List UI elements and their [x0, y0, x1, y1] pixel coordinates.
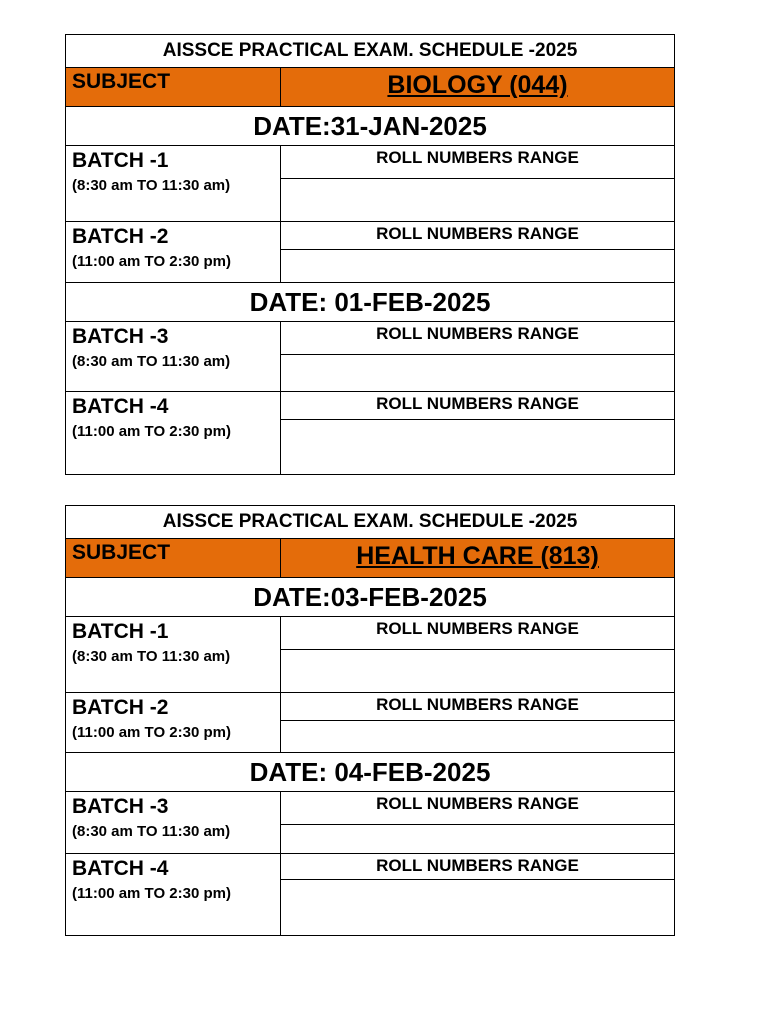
batch-row [66, 693, 674, 753]
roll-numbers-cell [281, 179, 674, 221]
subject-label: SUBJECT [66, 539, 281, 577]
date-heading: DATE:31-JAN-2025 [66, 107, 674, 146]
roll-numbers-cell [281, 250, 674, 282]
batch-name: BATCH -1 [72, 620, 169, 643]
subject-label: SUBJECT [66, 68, 281, 106]
batch-name: BATCH -2 [72, 225, 169, 248]
batch-name: BATCH -3 [72, 325, 169, 348]
batch-time: (8:30 am TO 11:30 am) [72, 648, 231, 665]
batch-name: BATCH -4 [72, 395, 169, 418]
roll-numbers-header: ROLL NUMBERS RANGE [281, 617, 674, 650]
date-heading: DATE: 04-FEB-2025 [66, 753, 674, 792]
batch-time: (8:30 am TO 11:30 am) [72, 177, 231, 194]
roll-numbers-header: ROLL NUMBERS RANGE [281, 392, 674, 420]
batch-row [66, 792, 674, 854]
schedule-title: AISSCE PRACTICAL EXAM. SCHEDULE -2025 [66, 35, 674, 68]
batch-name: BATCH -1 [72, 149, 169, 172]
schedule-title: AISSCE PRACTICAL EXAM. SCHEDULE -2025 [66, 506, 674, 539]
batch-row [66, 392, 674, 474]
batch-name: BATCH -4 [72, 857, 169, 880]
batch-row [66, 146, 674, 222]
roll-numbers-cell [281, 420, 674, 474]
batch-time: (11:00 am TO 2:30 pm) [72, 724, 231, 741]
roll-numbers-header: ROLL NUMBERS RANGE [281, 322, 674, 355]
batch-time: (8:30 am TO 11:30 am) [72, 353, 231, 370]
batch-row [66, 222, 674, 283]
subject-row [66, 68, 674, 107]
date-heading: DATE: 01-FEB-2025 [66, 283, 674, 322]
roll-numbers-cell [281, 721, 674, 752]
batch-row [66, 322, 674, 392]
roll-numbers-cell [281, 650, 674, 692]
subject-row [66, 539, 674, 578]
schedule-table-health-care [65, 505, 675, 936]
batch-time: (11:00 am TO 2:30 pm) [72, 423, 231, 440]
batch-time: (11:00 am TO 2:30 pm) [72, 885, 231, 902]
roll-numbers-cell [281, 355, 674, 391]
roll-numbers-header: ROLL NUMBERS RANGE [281, 792, 674, 825]
batch-row [66, 854, 674, 935]
roll-numbers-cell [281, 880, 674, 935]
schedule-table-biology [65, 34, 675, 475]
subject-name: BIOLOGY (044) [387, 71, 568, 99]
batch-time: (11:00 am TO 2:30 pm) [72, 253, 231, 270]
batch-name: BATCH -2 [72, 696, 169, 719]
roll-numbers-header: ROLL NUMBERS RANGE [281, 146, 674, 179]
roll-numbers-header: ROLL NUMBERS RANGE [281, 222, 674, 250]
roll-numbers-cell [281, 825, 674, 853]
batch-name: BATCH -3 [72, 795, 169, 818]
roll-numbers-header: ROLL NUMBERS RANGE [281, 693, 674, 721]
batch-row [66, 617, 674, 693]
batch-time: (8:30 am TO 11:30 am) [72, 823, 231, 840]
roll-numbers-header: ROLL NUMBERS RANGE [281, 854, 674, 880]
subject-name: HEALTH CARE (813) [356, 542, 599, 570]
date-heading: DATE:03-FEB-2025 [66, 578, 674, 617]
